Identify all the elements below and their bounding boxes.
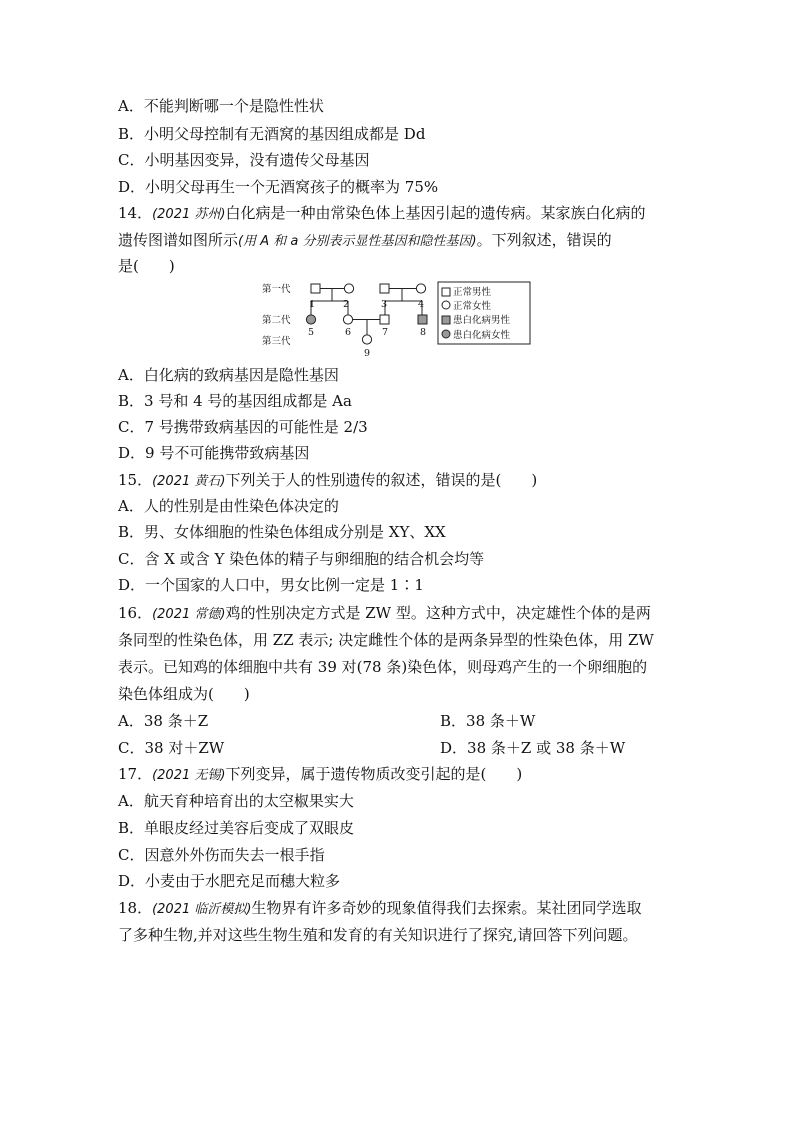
gen-label-1: 第一代 [262, 284, 291, 295]
q17-option-c: C．因意外外伤而失去一根手指 [118, 846, 325, 864]
legend-affected-female-icon [442, 330, 450, 338]
q18-number: 18． [118, 899, 153, 917]
q17-option-b: B．单眼皮经过美容后变成了双眼皮 [118, 819, 355, 837]
legend-normal-male: 正常男性 [453, 287, 492, 298]
q14-source: (2021 苏州) [152, 207, 226, 222]
legend-normal-female-icon [442, 301, 450, 309]
q16-option-d: D．38 条＋Z 或 38 条＋W [440, 739, 626, 757]
q14-number: 14． [118, 204, 153, 222]
q18-stem-line1: 18．(2021 临沂模拟)生物界有许多奇妙的现象值得我们去探索。某社团同学选取 [118, 899, 642, 917]
q16-stem-line4: 染色体组成为( ) [118, 685, 250, 703]
q13-option-a: A．不能判断哪一个是隐性性状 [118, 97, 324, 115]
q18-source: (2021 临沂模拟) [152, 902, 252, 917]
q14-note: (用 A 和 a 分别表示显性基因和隐性基因) [238, 234, 477, 249]
label-2: 2 [343, 299, 350, 310]
q14-option-c: C．7 号携带致病基因的可能性是 2/3 [118, 418, 368, 436]
q18-stem-line2: 了多种生物,并对这些生物生殖和发育的有关知识进行了探究,请回答下列问题。 [118, 926, 638, 944]
gen-label-3: 第三代 [262, 336, 291, 347]
q17-stem: 17．(2021 无锡)下列变异，属于遗传物质改变引起的是( ) [118, 765, 523, 783]
individual-3-normal-male [380, 284, 389, 293]
label-5: 5 [308, 327, 315, 338]
individual-1-normal-male [311, 284, 320, 293]
q16-stem-line3: 表示。已知鸡的体细胞中共有 39 对(78 条)染色体，则母鸡产生的一个卵细胞的 [118, 658, 648, 676]
q17-source: (2021 无锡) [152, 768, 226, 783]
q16-stem-line1: 16．(2021 常德)鸡的性别决定方式是 ZW 型。这种方式中，决定雄性个体的是两 [118, 604, 651, 622]
q14-option-a: A．白化病的致病基因是隐性基因 [118, 366, 339, 384]
q13-option-d: D．小明父母再生一个无酒窝孩子的概率为 75% [118, 178, 439, 196]
q15-source: (2021 黄石) [152, 474, 226, 489]
label-6: 6 [345, 327, 352, 338]
legend-normal-female: 正常女性 [453, 301, 492, 312]
q13-option-c: C．小明基因变异，没有遗传父母基因 [118, 151, 370, 169]
q14-stem-line2: 遗传图谱如图所示(用 A 和 a 分别表示显性基因和隐性基因)。下列叙述，错误的 [118, 231, 612, 249]
individual-2-normal-female [344, 284, 353, 293]
label-8: 8 [420, 327, 427, 338]
legend-affected-male: 患白化病男性 [453, 315, 511, 326]
q16-option-a: A．38 条＋Z [118, 712, 209, 730]
individual-5-affected-female [306, 315, 315, 324]
label-9: 9 [364, 348, 371, 359]
label-3: 3 [381, 299, 388, 310]
q14-option-d: D．9 号不可能携带致病基因 [118, 444, 310, 462]
q15-option-d: D．一个国家的人口中，男女比例一定是 1∶1 [118, 576, 424, 594]
individual-6-normal-female [343, 315, 352, 324]
q16-source: (2021 常德) [152, 607, 226, 622]
label-1: 1 [309, 299, 316, 310]
q17-option-a: A．航天育种培育出的太空椒果实大 [118, 792, 354, 810]
q17-number: 17． [118, 765, 153, 783]
individual-7-normal-male [380, 315, 389, 324]
q15-option-b: B．男、女体细胞的性染色体组成分别是 XY、XX [118, 523, 446, 541]
q13-option-b: B．小明父母控制有无酒窝的基因组成都是 Dd [118, 125, 426, 143]
q17-option-d: D．小麦由于水肥充足而穗大粒多 [118, 872, 341, 890]
q15-option-a: A．人的性别是由性染色体决定的 [118, 497, 339, 515]
q14-stem-line3: 是( ) [118, 257, 175, 275]
q16-option-c: C．38 对＋ZW [118, 739, 225, 757]
q16-stem-line2: 条同型的性染色体，用 ZZ 表示; 决定雌性个体的是两条异型的性染色体，用 ZW [118, 631, 654, 649]
label-4: 4 [418, 299, 425, 310]
q15-option-c: C．含 X 或含 Y 染色体的精子与卵细胞的结合机会均等 [118, 550, 485, 568]
pedigree-chart [258, 280, 533, 360]
label-7: 7 [382, 327, 389, 338]
individual-8-affected-male [418, 315, 427, 324]
q15-number: 15． [118, 471, 153, 489]
legend-affected-male-icon [442, 316, 450, 324]
q14-option-b: B．3 号和 4 号的基因组成都是 Aa [118, 392, 352, 410]
q16-number: 16． [118, 604, 153, 622]
legend-normal-male-icon [442, 288, 450, 296]
legend-affected-female: 患白化病女性 [453, 330, 511, 341]
q14-stem-line1: 14．(2021 苏州)白化病是一种由常染色体上基因引起的遗传病。某家族白化病的 [118, 204, 646, 222]
q16-option-b: B．38 条＋W [440, 712, 536, 730]
individual-9-normal-female [362, 335, 371, 344]
q15-stem: 15．(2021 黄石)下列关于人的性别遗传的叙述，错误的是( ) [118, 471, 538, 489]
gen-label-2: 第二代 [262, 315, 291, 326]
individual-4-normal-female [416, 284, 425, 293]
